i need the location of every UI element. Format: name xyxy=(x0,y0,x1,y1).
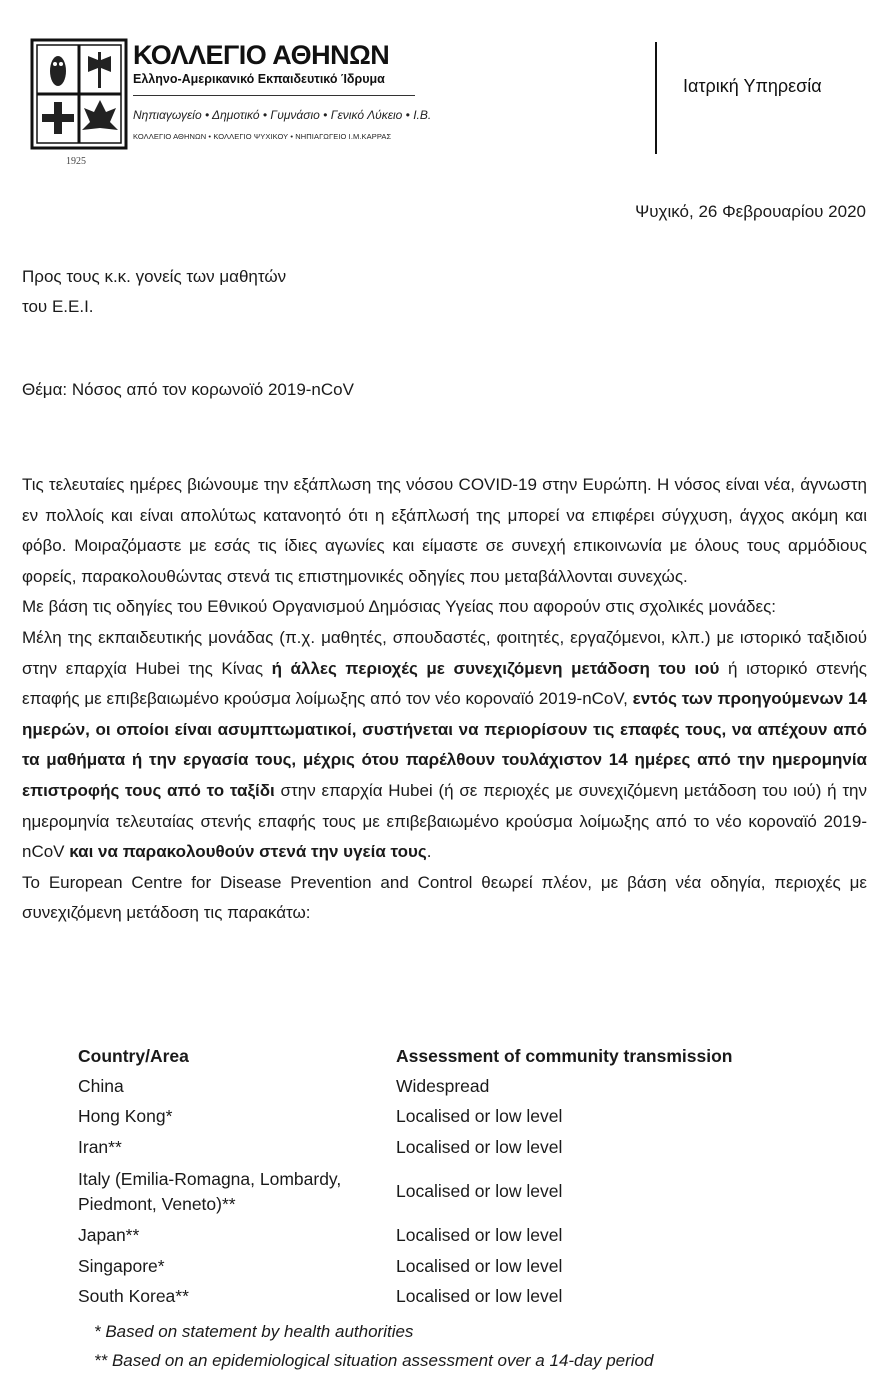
letterhead xyxy=(0,0,880,175)
recipient-line: Προς τους κ.κ. γονείς των μαθητών xyxy=(22,267,287,286)
recipient-line: του Ε.Ε.Ι. xyxy=(22,297,94,316)
school-campuses: ΚΟΛΛΕΓΙΟ ΑΘΗΝΩΝ • ΚΟΛΛΕΓΙΟ ΨΥΧΙΚΟΥ • ΝΗΠΙΑΓΩΓΕΙΟ Ι.Μ.ΚΑΡΡΑΣ xyxy=(133,132,392,141)
school-levels: Νηπιαγωγείο • Δημοτικό • Γυμνάσιο • Γενικό Λύκειο • Ι.Β. xyxy=(133,108,432,122)
assessment-cell: Localised or low level xyxy=(396,1136,563,1157)
country-cell: China xyxy=(78,1075,124,1096)
table-row xyxy=(72,1163,738,1221)
column-header-assessment: Assessment of community transmission xyxy=(396,1045,733,1066)
country-cell: Italy (Emilia-Romagna, Lombardy, Piedmont, Veneto)** xyxy=(78,1168,342,1214)
footnote: ** Based on an epidemiological situation assessment over a 14-day period xyxy=(94,1351,654,1370)
table-row xyxy=(72,1132,738,1163)
letter-body xyxy=(22,470,867,929)
assessment-cell: Localised or low level xyxy=(396,1106,563,1127)
paragraph: Με βάση τις οδηγίες του Εθνικού Οργανισμού Δημόσιας Υγείας που αφορούν στις σχολικές μονάδες: xyxy=(22,597,777,617)
column-header-country: Country/Area xyxy=(78,1045,189,1066)
paragraph xyxy=(22,623,867,868)
table-header-row xyxy=(72,1041,738,1071)
country-cell: Hong Kong* xyxy=(78,1106,173,1127)
country-cell: Singapore* xyxy=(78,1255,165,1276)
bold-text-run: ή άλλες περιοχές με συνεχιζόμενη μετάδοση του ιού xyxy=(271,658,720,678)
table-footnotes xyxy=(94,1317,653,1375)
text-run: Μέλη της εκπαιδευτικής μονάδας (π.χ. μαθητές, σπουδαστές, φοιτητές, εργαζόμενοι, κλπ.) με ιστορικό ταξιδιού στην επαρχία Hubei της Κίνας xyxy=(22,627,867,678)
department-name: Ιατρική Υπηρεσία xyxy=(683,76,822,96)
assessment-cell: Localised or low level xyxy=(396,1225,563,1246)
table-row xyxy=(72,1251,738,1282)
text-run: ή ιστορικό στενής επαφής με επιβεβαιωμένο κρούσμα λοίμωξης από τον νέο κοροναϊό 2019-nCoV, xyxy=(22,658,867,709)
recipient xyxy=(22,262,286,322)
text-run: . xyxy=(426,842,432,862)
paragraph: Τις τελευταίες ημέρες βιώνουμε την εξάπλωση της νόσου COVID-19 στην Ευρώπη. Η νόσος είναι νέα, άγνωστη εν πολλοίς και είναι απολύτως κατανοητό ότι η εξάπλωσή της μπορεί να επιφέρει σύγχυση, άγχος ακόμη και φόβο. Μοιραζόμαστε με εσάς τις ίδιες αγωνίες και είμαστε σε συνεχή επικοινωνία με όλους τους αρμόδιους φορείς, παρακολουθώντας στενά τις επιστημονικές οδηγίες που μεταβάλλονται συνεχώς. xyxy=(22,475,867,586)
text-run: στην επαρχία Hubei (ή σε περιοχές με συνεχιζόμενη μετάδοση του ιού) ή την ημερομηνία τελευταίας στενής επαφής τους με επιβεβαιωμένο κρούσμα λοίμωξης από το νέο κοροναϊό 2019-nCoV xyxy=(22,780,867,862)
assessment-cell: Widespread xyxy=(396,1075,490,1096)
country-cell: Japan** xyxy=(78,1225,140,1246)
assessment-cell: Localised or low level xyxy=(396,1286,563,1307)
transmission-table xyxy=(72,1041,738,1312)
founded-year: 1925 xyxy=(66,156,86,167)
bold-text-run: και να παρακολουθούν στενά την υγεία τους xyxy=(69,842,427,862)
table-row xyxy=(72,1071,738,1102)
country-cell: South Korea** xyxy=(78,1286,189,1307)
assessment-cell: Localised or low level xyxy=(396,1255,563,1276)
school-crest-logo xyxy=(30,38,128,150)
table-row xyxy=(72,1282,738,1313)
table-row xyxy=(72,1221,738,1252)
school-name: ΚΟΛΛΕΓΙΟ ΑΘΗΝΩΝ xyxy=(133,40,390,70)
table-row xyxy=(72,1102,738,1133)
school-subtitle: Ελληνο-Αμερικανικό Εκπαιδευτικό Ίδρυμα xyxy=(133,72,385,86)
letter-date: Ψυχικό, 26 Φεβρουαρίου 2020 xyxy=(635,202,866,221)
header-divider xyxy=(655,42,657,154)
country-cell: Iran** xyxy=(78,1136,122,1157)
letterhead-rule xyxy=(133,95,415,96)
paragraph: Το European Centre for Disease Prevention and Control θεωρεί πλέον, με βάση νέα οδηγία, περιοχές με συνεχιζόμενη μετάδοση τις παρακάτω: xyxy=(22,872,867,923)
crest-shield-icon xyxy=(30,38,128,150)
assessment-cell: Localised or low level xyxy=(396,1181,563,1201)
bold-text-run: εντός των προηγούμενων 14 ημερών, οι οποίοι είναι ασυμπτωματικοί, συστήνεται να περιορίσουν τις επαφές τους, να απέχουν από τα μαθήματα ή την εργασία τους, μέχρις ότου παρέλθουν τουλάχιστον 14 ημέρες από την ημερομηνία επιστροφής τους από το ταξίδι xyxy=(22,689,867,800)
footnote: * Based on statement by health authorities xyxy=(94,1322,414,1341)
letter-subject: Θέμα: Νόσος από τον κορωνοϊό 2019-nCoV xyxy=(22,380,354,399)
